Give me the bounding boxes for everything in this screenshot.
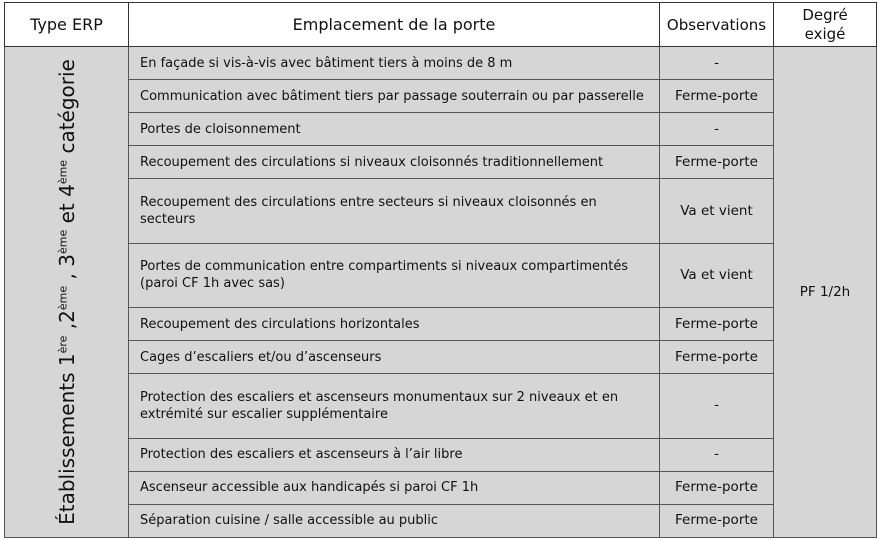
row-observations: -: [660, 374, 774, 438]
row-emplacement: Recoupement des circulations si niveaux cloisonnés traditionnellement: [129, 146, 660, 179]
table-row: [5, 341, 877, 374]
type-erp-label: Établissements 1ère ,2ème , 3ème et 4ème catégorie: [54, 59, 79, 525]
table-header-row: [5, 3, 877, 47]
table-row: [5, 179, 877, 243]
header-degre-line2: exigé: [804, 24, 846, 43]
row-emplacement: Protection des escaliers et ascenseurs monumentaux sur 2 niveaux et en extrémité sur escalier supplémentaire: [129, 374, 660, 438]
row-emplacement: En façade si vis-à-vis avec bâtiment tiers à moins de 8 m: [129, 47, 660, 80]
row-observations: Va et vient: [660, 243, 774, 307]
header-degre-line1: Degré: [802, 5, 848, 24]
row-observations: -: [660, 438, 774, 471]
row-emplacement: Ascenseur accessible aux handicapés si paroi CF 1h: [129, 471, 660, 504]
row-observations: Ferme-porte: [660, 80, 774, 113]
row-emplacement: Recoupement des circulations entre secteurs si niveaux cloisonnés en secteurs: [129, 179, 660, 243]
row-observations: Ferme-porte: [660, 308, 774, 341]
table-row: [5, 47, 877, 80]
row-emplacement: Recoupement des circulations horizontales: [129, 308, 660, 341]
header-degre-exige: [774, 3, 877, 47]
table-row: [5, 243, 877, 307]
header-observations: Observations: [660, 3, 774, 47]
header-type-erp: Type ERP: [5, 3, 129, 47]
table-row: [5, 438, 877, 471]
table-row: [5, 308, 877, 341]
table-row: [5, 113, 877, 146]
table-row: [5, 80, 877, 113]
table-row: [5, 504, 877, 537]
row-observations: Ferme-porte: [660, 341, 774, 374]
type-erp-cell: [5, 47, 129, 538]
row-observations: -: [660, 113, 774, 146]
row-observations: Ferme-porte: [660, 471, 774, 504]
row-emplacement: Séparation cuisine / salle accessible au public: [129, 504, 660, 537]
row-observations: Va et vient: [660, 179, 774, 243]
row-observations: Ferme-porte: [660, 504, 774, 537]
table-row: [5, 471, 877, 504]
header-emplacement: Emplacement de la porte: [129, 3, 660, 47]
row-emplacement: Portes de communication entre compartiments si niveaux compartimentés (paroi CF 1h avec sas): [129, 243, 660, 307]
table-row: [5, 146, 877, 179]
row-emplacement: Communication avec bâtiment tiers par passage souterrain ou par passerelle: [129, 80, 660, 113]
erp-door-table: [4, 2, 877, 538]
row-emplacement: Cages d’escaliers et/ou d’ascenseurs: [129, 341, 660, 374]
row-observations: -: [660, 47, 774, 80]
degre-exige-value: PF 1/2h: [774, 47, 877, 538]
row-emplacement: Protection des escaliers et ascenseurs à l’air libre: [129, 438, 660, 471]
row-emplacement: Portes de cloisonnement: [129, 113, 660, 146]
row-observations: Ferme-porte: [660, 146, 774, 179]
table-row: [5, 374, 877, 438]
